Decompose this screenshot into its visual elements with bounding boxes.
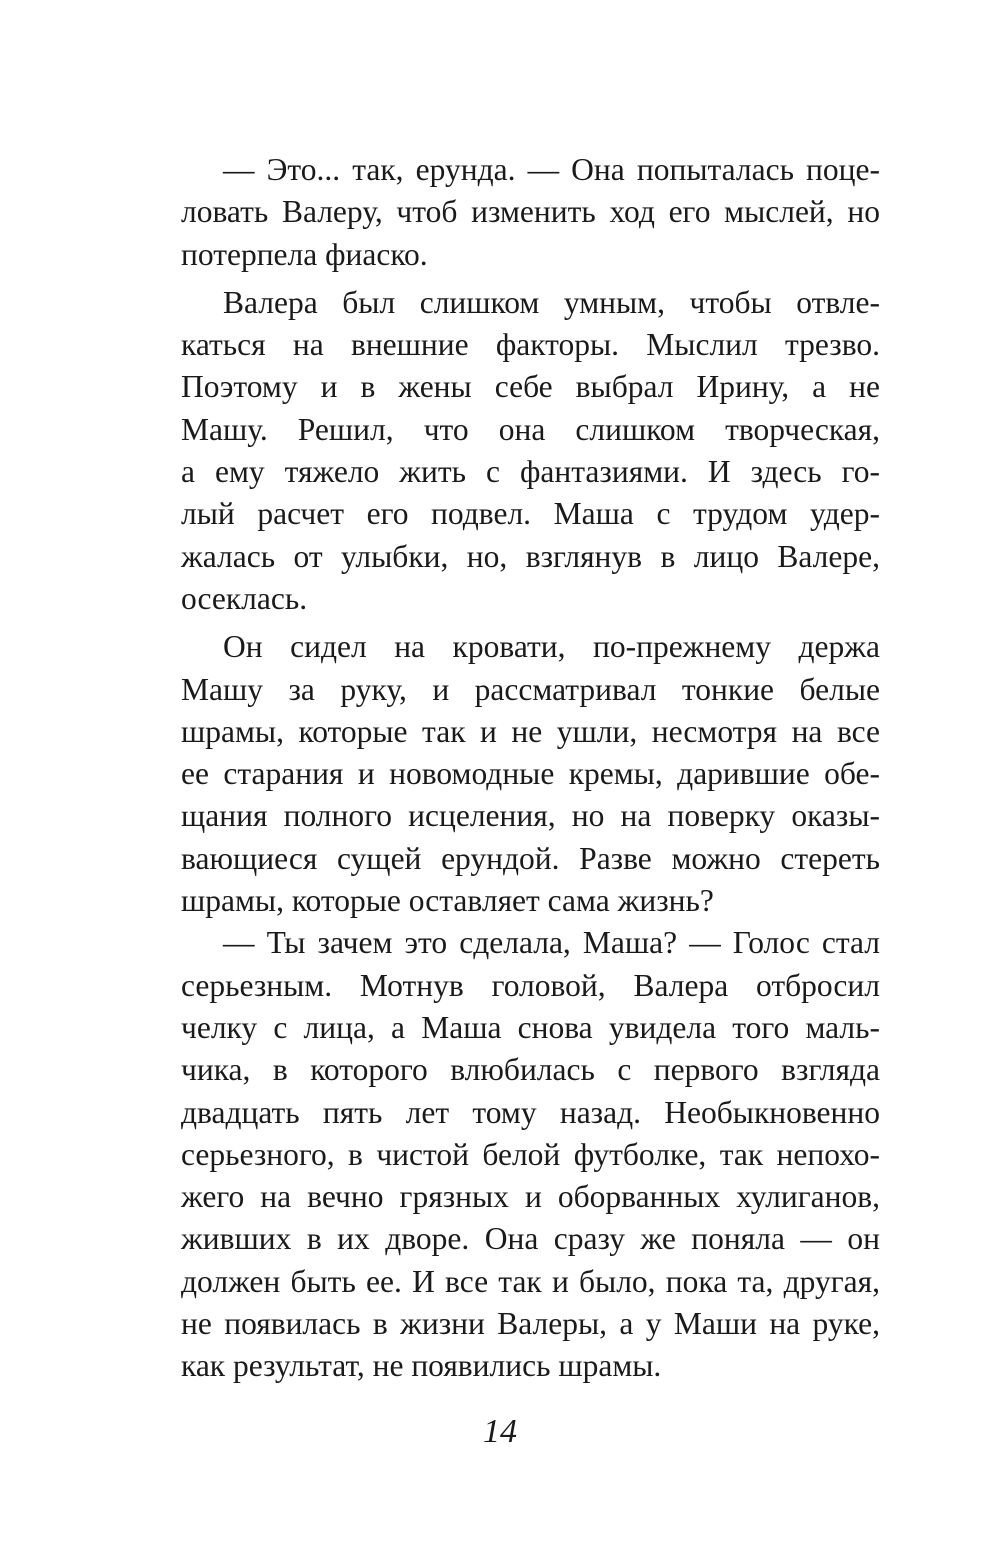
paragraph-4 bbox=[181, 922, 880, 1387]
text-line: жего на вечно грязных и оборванных хулиганов, bbox=[181, 1179, 880, 1215]
text-line: шрамы, которые оставляет сама жизнь? bbox=[181, 883, 714, 919]
text-line: щания полного исцеления, но на поверку оказы- bbox=[181, 798, 880, 834]
text-line: двадцать пять лет тому назад. Необыкновенно bbox=[181, 1094, 880, 1130]
text-line: а ему тяжело жить с фантазиями. И здесь го- bbox=[181, 454, 880, 490]
paragraph-2 bbox=[181, 282, 880, 620]
text-line: вающиеся сущей ерундой. Разве можно стереть bbox=[181, 840, 880, 876]
text-line: как результат, не появились шрамы. bbox=[181, 1348, 662, 1384]
text-line: челку с лица, а Маша снова увидела того маль- bbox=[181, 1009, 880, 1045]
text-line: серьезного, в чистой белой футболке, так непохо- bbox=[181, 1136, 880, 1172]
text-line: серьезным. Мотнув головой, Валера отбросил bbox=[181, 967, 880, 1003]
text-line: Машу. Решил, что она слишком творческая, bbox=[181, 411, 880, 447]
text-line: живших в их дворе. Она сразу же поняла — он bbox=[181, 1221, 880, 1257]
text-line: потерпела фиаско. bbox=[181, 236, 428, 272]
text-line: должен быть ее. И все так и было, пока та, другая, bbox=[181, 1263, 880, 1299]
text-line: чика, в которого влюбилась с первого взгляда bbox=[181, 1052, 880, 1088]
text-line: каться на внешние факторы. Мыслил трезво. bbox=[181, 327, 880, 363]
text-line: — Это... так, ерунда. — Она попыталась поце- bbox=[223, 152, 880, 187]
page-number: 14 bbox=[483, 1413, 517, 1450]
page-body-text bbox=[181, 149, 880, 1388]
paragraph-3 bbox=[181, 626, 880, 922]
text-line: осеклась. bbox=[181, 580, 308, 616]
text-line: Машу за руку, и рассматривал тонкие белые bbox=[181, 671, 880, 707]
text-line: жалась от улыбки, но, взглянув в лицо Валере, bbox=[181, 538, 880, 574]
text-line: Он сидел на кровати, по-прежнему держа bbox=[223, 629, 880, 665]
text-line: шрамы, которые так и не ушли, несмотря на все bbox=[181, 713, 880, 749]
text-line: Валера был слишком умным, чтобы отвле- bbox=[223, 284, 880, 320]
text-line: ловать Валеру, чтоб изменить ход его мыслей, но bbox=[181, 194, 880, 230]
text-line: — Ты зачем это сделала, Маша? — Голос стал bbox=[223, 925, 880, 961]
text-line: лый расчет его подвел. Маша с трудом удер- bbox=[181, 496, 880, 532]
paragraph-1 bbox=[181, 149, 880, 276]
text-line: Поэтому и в жены себе выбрал Ирину, а не bbox=[181, 369, 880, 405]
text-line: ее старания и новомодные кремы, дарившие обе- bbox=[181, 756, 880, 792]
text-line: не появилась в жизни Валеры, а у Маши на руке, bbox=[181, 1306, 880, 1342]
